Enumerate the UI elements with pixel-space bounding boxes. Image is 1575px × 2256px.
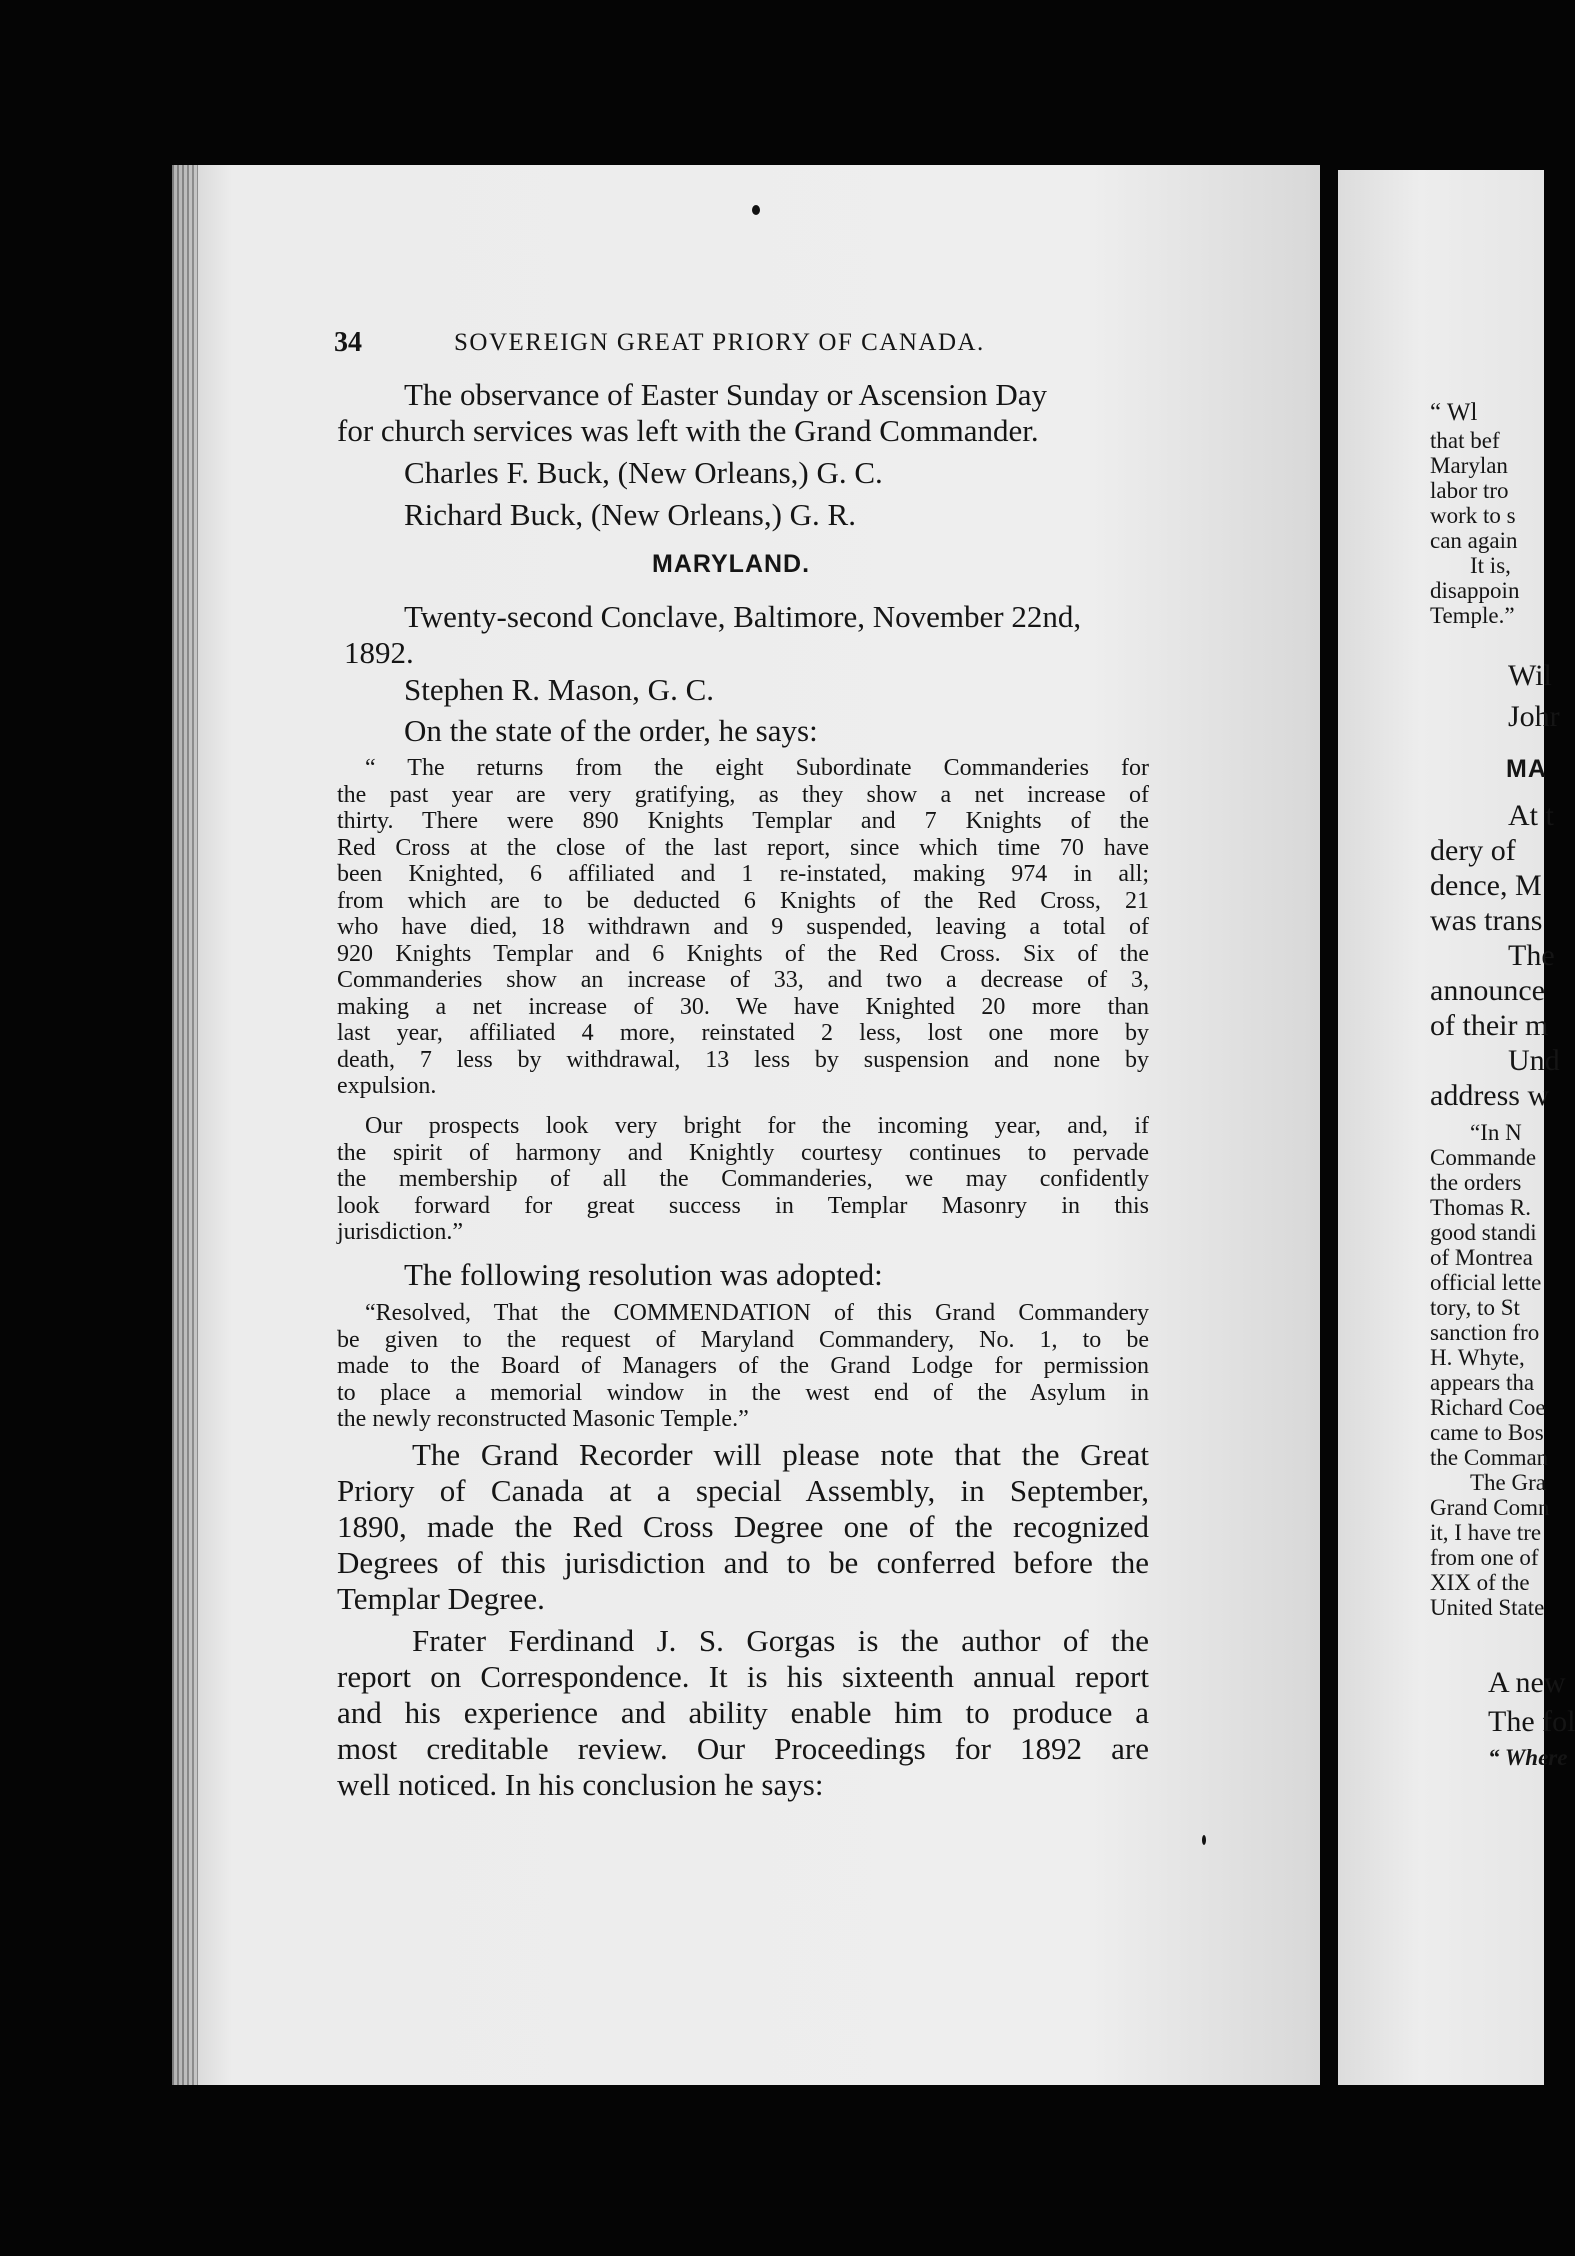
intro-line-1: The observance of Easter Sunday or Ascension Day [404,377,1048,412]
right-line: sanction fro [1430,1320,1540,1345]
quote-line: making a net increase of 30. We have Knighted 20 more than [337,993,1149,1020]
right-block-a [1430,400,1477,425]
right-line: H. Whyte, [1430,1345,1525,1370]
right-page [1338,170,1575,2085]
right-line: It is, [1470,553,1511,578]
recorder-note [337,1437,1149,1617]
right-line: Grand Comn [1430,1495,1550,1520]
intro-line-2: for church services was left with the Grand Commander. [337,413,1039,448]
right-line: dery of [1430,834,1516,867]
right-line: The [1508,939,1555,972]
grand-commander: Stephen R. Mason, G. C. [404,672,714,707]
right-line: can again [1430,528,1518,553]
quote-line: “ The returns from the eight Subordinate Commanderies for [365,755,1149,781]
right-block-e [1488,1665,1575,1770]
right-line: Und [1508,1044,1560,1077]
quote-line: thirty. There were 890 Knights Templar and 7 Knights of the [337,808,1149,834]
ink-speck [1202,1835,1206,1845]
quote-line: look forward for great success in Templar Masonry in this [337,1192,1149,1219]
resolution-line: “Resolved, That the COMMENDATION of this Grand Commandery [365,1300,1149,1326]
quote-line: the spirit of harmony and Knightly courtesy continues to pervade [337,1139,1149,1166]
right-line: appears tha [1430,1370,1535,1395]
running-head: SOVEREIGN GREAT PRIORY OF CANADA. [454,329,985,356]
state-of-order-intro: On the state of the order, he says: [404,713,818,748]
quote-line: jurisdiction.” [337,1219,463,1245]
right-line: Richard Coe [1430,1395,1546,1420]
resolution-intro: The following resolution was adopted: [404,1257,883,1292]
right-line: “ Wl [1430,399,1478,426]
correspondence-line: most creditable review. Our Proceedings for 1892 are [337,1731,1149,1766]
quote-line: from which are to be deducted 6 Knights of the Red Cross, 21 [337,887,1149,914]
right-heading: MA [1506,755,1547,783]
right-line: of Montrea [1430,1245,1533,1270]
page-number: 34 [334,327,362,358]
correspondence-line: well noticed. In his conclusion he says: [337,1767,824,1802]
right-line: Johr [1508,700,1560,733]
recorder-line: Templar Degree. [337,1581,545,1616]
conclave-line-1: Twenty-second Conclave, Baltimore, November 22nd, [404,599,1082,634]
conclave-line-2: 1892. [344,635,414,670]
recorder-line: The Grand Recorder will please note that the Great [412,1437,1149,1472]
resolution-text [337,1300,1149,1433]
quote-line: expulsion. [337,1073,437,1099]
right-line: Thomas R. [1430,1195,1531,1220]
recorder-line: 1890, made the Red Cross Degree one of the recognized [337,1509,1149,1544]
right-block-c [1430,798,1560,1113]
right-line: the orders [1430,1170,1522,1195]
right-block-a2 [1430,428,1519,628]
right-line: the Comman [1430,1445,1549,1470]
right-block-b [1508,658,1560,734]
correspondence-line: report on Correspondence. It is his sixteenth annual report [337,1659,1149,1694]
quote-line: last year, affiliated 4 more, reinstated 2 less, lost one more by [337,1020,1149,1046]
resolution-line: to place a memorial window in the west end of the Asylum in [337,1379,1149,1406]
right-line: good standi [1430,1220,1537,1245]
right-line: address w [1430,1079,1550,1112]
resolution-line: be given to the request of Maryland Commandery, No. 1, to be [337,1326,1149,1353]
right-line: work to s [1430,503,1516,528]
quote-line: the membership of all the Commanderies, we may confidently [337,1166,1149,1192]
right-line: “In N [1470,1120,1522,1145]
right-line: it, I have tre [1430,1520,1542,1545]
right-line: was trans [1430,904,1543,937]
right-line: Marylan [1430,453,1508,478]
quote-returns [337,755,1149,1100]
quote-line: death, 7 less by withdrawal, 13 less by suspension and none by [337,1046,1149,1073]
right-line: “ Where [1488,1745,1568,1770]
right-line: At t [1508,799,1554,832]
quote-line: Red Cross at the close of the last report, since which time 70 have [337,834,1149,861]
right-line: dence, M [1430,869,1542,902]
right-line: that bef [1430,428,1500,453]
right-line: announce [1430,974,1545,1007]
right-line: labor tro [1430,478,1509,503]
quote-line: Commanderies show an increase of 33, and two a decrease of 3, [337,967,1149,993]
right-line: disappoin [1430,578,1520,603]
right-line: Wil [1508,659,1552,692]
section-heading: MARYLAND. [652,550,811,578]
quote-line: been Knighted, 6 affiliated and 1 re-instated, making 974 in all; [337,861,1149,887]
correspondence-line: and his experience and ability enable him to produce a [337,1695,1149,1730]
resolution-line: made to the Board of Managers of the Grand Lodge for permission [337,1353,1149,1379]
officer-gr: Richard Buck, (New Orleans,) G. R. [404,497,856,532]
right-line: A new [1488,1666,1566,1699]
right-line: The Gra [1470,1470,1546,1495]
correspondence-line: Frater Ferdinand J. S. Gorgas is the author of the [412,1623,1149,1658]
right-line: United State [1430,1595,1545,1620]
right-line: of their m [1430,1009,1549,1042]
right-line: Temple.” [1430,603,1515,628]
left-page [172,165,1320,2085]
right-line: The fol [1488,1705,1575,1738]
right-line: Commande [1430,1145,1537,1170]
right-block-d [1430,1120,1549,1620]
right-line: came to Bos [1430,1420,1544,1445]
recorder-line: Priory of Canada at a special Assembly, in September, [337,1473,1149,1508]
quote-line: who have died, 18 withdrawn and 9 suspended, leaving a total of [337,914,1149,940]
officer-gc: Charles F. Buck, (New Orleans,) G. C. [404,455,883,490]
quote-prospects [337,1113,1149,1246]
quote-line: the past year are very gratifying, as they show a net increase of [337,781,1149,808]
right-line: tory, to St [1430,1295,1520,1320]
recorder-line: Degrees of this jurisdiction and to be conferred before the [337,1545,1149,1580]
resolution-line: the newly reconstructed Masonic Temple.” [337,1406,749,1432]
right-line: official lette [1430,1270,1542,1295]
ink-speck [752,205,760,215]
quote-line: Our prospects look very bright for the incoming year, and, if [365,1113,1149,1139]
right-line: XIX of the [1430,1570,1530,1595]
right-line: from one of [1430,1545,1539,1570]
quote-line: 920 Knights Templar and 6 Knights of the Red Cross. Six of the [337,940,1149,967]
correspondence-note [337,1623,1149,1803]
